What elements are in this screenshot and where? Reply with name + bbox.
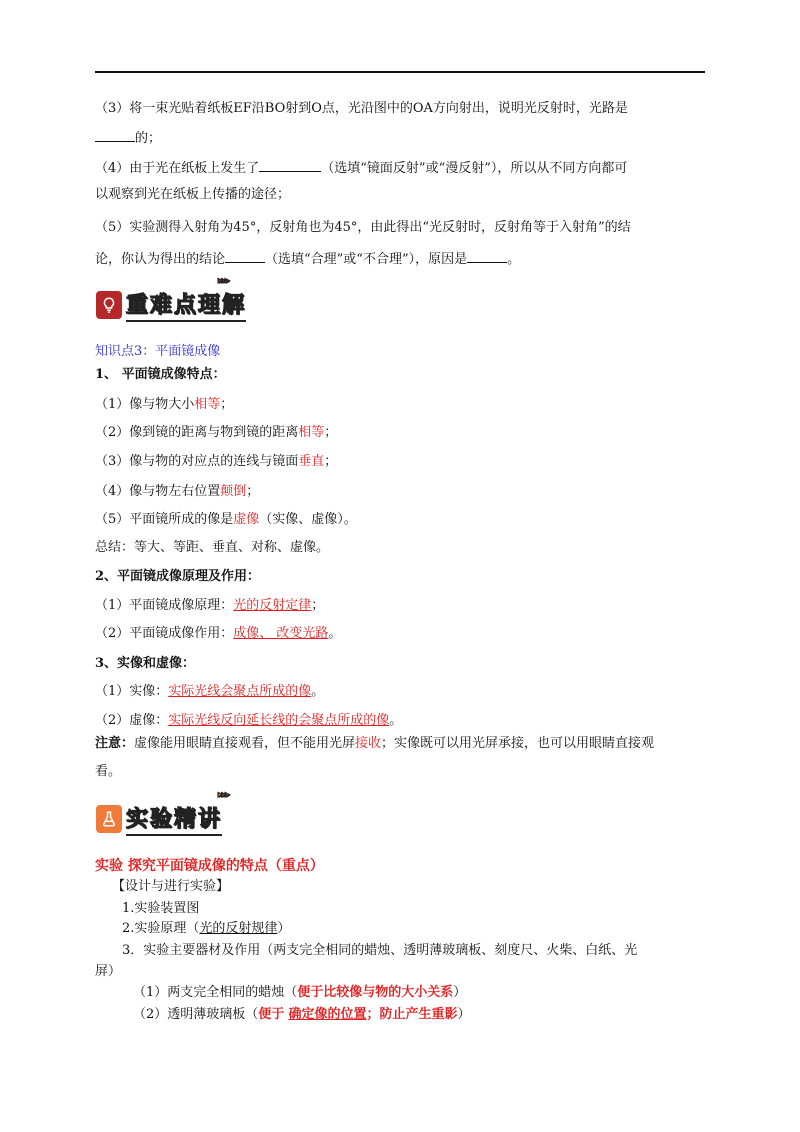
knowledge-heading: 知识点3：平面镜成像: [95, 344, 221, 359]
question-3-line-1: （3）将一束光贴着纸板EF沿BO射到O点，光沿图中的OA方向射出，说明光反射时，光路是: [95, 101, 628, 116]
lightbulb-icon: [96, 291, 122, 319]
note-line-1: 注意：虚像能用眼睛直接观看，但不能用光屏接收；实像既可以用光屏承接，也可以用眼睛直接观: [95, 736, 655, 751]
section-title: 重难点理解 ▸▸▸: [126, 288, 246, 322]
answer-blank[interactable]: [225, 249, 265, 263]
feature-1: （1）像与物大小相等；: [95, 397, 234, 412]
step-2: 2.实验原理（光的反射规律）: [122, 921, 291, 936]
arrows-icon: ▸▸▸: [218, 790, 229, 800]
feature-3: （3）像与物的对应点的连线与镜面垂直；: [95, 454, 338, 469]
feature-2: （2）像到镜的距离与物到镜的距离相等；: [95, 425, 338, 440]
virtual-image-definition: （2）虚像：实际光线反向延长线的会聚点所成的像。: [95, 713, 403, 728]
answer-blank[interactable]: [95, 128, 135, 142]
header-rule: [95, 71, 705, 73]
question-4-line-1: （4）由于光在纸板上发生了 （选填“镜面反射”或“漫反射”），所以从不同方向都可: [95, 158, 627, 178]
real-image-definition: （1）实像：实际光线会聚点所成的像。: [95, 684, 325, 699]
subheading-3: 3、实像和虚像：: [95, 656, 196, 671]
step-1: 1.实验装置图: [122, 901, 200, 916]
principle-1: （1）平面镜成像原理：光的反射定律；: [95, 598, 325, 613]
answer-blank[interactable]: [259, 158, 321, 172]
step-3-line-2: 屏）: [95, 964, 122, 979]
feature-4: （4）像与物左右位置颠倒；: [95, 484, 260, 499]
answer-blank[interactable]: [467, 249, 507, 263]
section-header-experiment: [96, 790, 229, 836]
flask-icon: [96, 805, 122, 833]
material-1: （1）两支完全相同的蜡烛（便于比较像与物的大小关系）: [133, 985, 467, 1000]
question-5-line-1: （5）实验测得入射角为45°，反射角也为45°，由此得出“光反射时，反射角等于入射角”的结: [95, 220, 631, 235]
step-3-line-1: 3．实验主要器材及作用（两支完全相同的蜡烛、透明薄玻璃板、刻度尺、火柴、白纸、光: [122, 943, 638, 958]
principle-2: （2）平面镜成像作用：成像、 改变光路。: [95, 626, 342, 641]
arrows-icon: ▸▸▸: [218, 276, 229, 286]
material-2: （2）透明薄玻璃板（便于 确定像的位置；防止产生重影）: [133, 1007, 471, 1022]
section-title: 实验精讲 ▸▸▸: [126, 802, 222, 836]
question-5-line-2: 论，你认为得出的结论 （选填“合理”或“不合理”），原因是 。: [95, 249, 520, 269]
experiment-title: 实验 探究平面镜成像的特点（重点）: [95, 858, 324, 874]
subheading-2: 2、平面镜成像原理及作用：: [95, 569, 261, 584]
feature-5: （5）平面镜所成的像是虚像（实像、虚像）。: [95, 512, 357, 527]
design-heading: 【设计与进行实验】: [112, 879, 230, 894]
note-line-2: 看。: [95, 764, 122, 779]
question-4-line-2: 以观察到光在纸板上传播的途径；: [95, 187, 291, 202]
summary: 总结：等大、等距、垂直、对称、虚像。: [95, 540, 330, 555]
subheading-1: 1、 平面镜成像特点：: [95, 367, 226, 382]
question-3-line-2: 的；: [95, 128, 161, 148]
section-header-key-points: [96, 276, 247, 322]
